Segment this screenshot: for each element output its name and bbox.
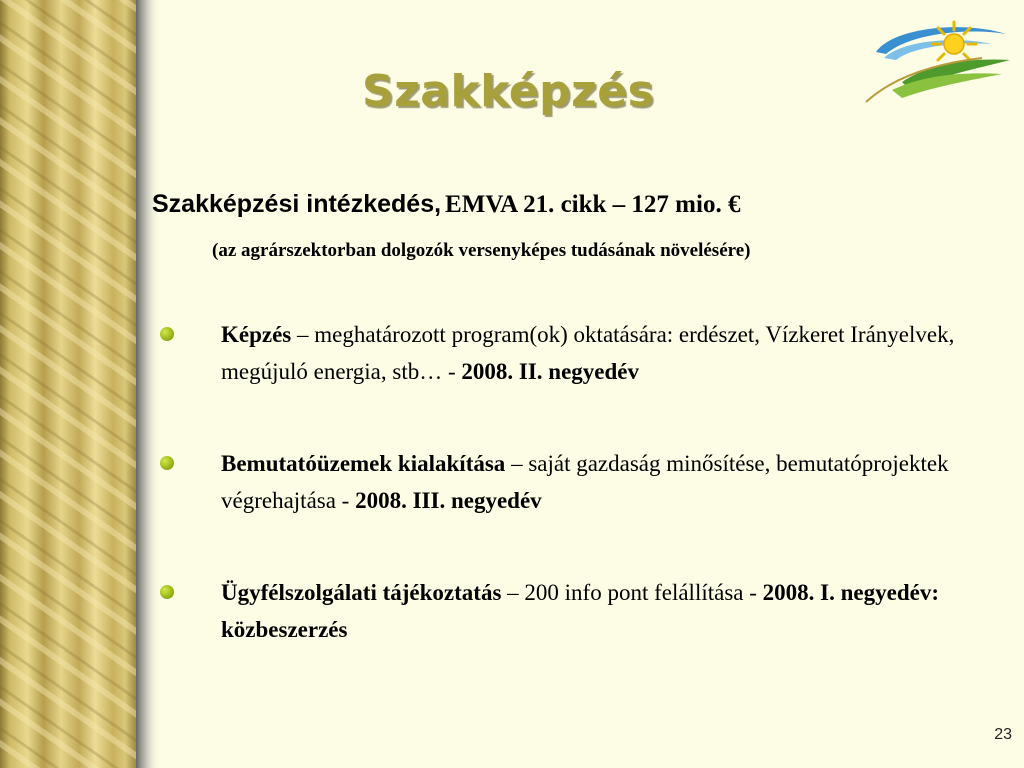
bullet-list xyxy=(160,316,960,648)
subtitle-note: (az agrárszektorban dolgozók versenyképes tudásának növelésére) xyxy=(212,240,751,261)
bullet-item xyxy=(160,445,960,519)
bullet-heading: Bemutatóüzemek kialakítása xyxy=(221,451,506,476)
bullet-item xyxy=(160,574,960,648)
bullet-text: – meghatározott program(ok) oktatására: erdészet, Vízkeret Irányelvek, megújuló energia, stb… - xyxy=(221,322,955,384)
bullet-dot-icon xyxy=(160,327,174,341)
bullet-text: – 200 info pont felállítása - xyxy=(501,580,763,605)
subtitle-budget: EMVA 21. cikk – 127 mio. € xyxy=(445,191,741,218)
bullet-heading: Képzés xyxy=(221,322,292,347)
bullet-date: 2008. I. negyedév: közbeszerzés xyxy=(221,580,939,642)
subtitle-measure: Szakképzési intézkedés, xyxy=(152,190,442,218)
bullet-text: – saját gazdaság minősítése, bemutatóprojektek végrehajtása - xyxy=(221,451,949,513)
bullet-dot-icon xyxy=(160,456,174,470)
decorative-column-graphic xyxy=(0,0,160,768)
sun-logo-icon xyxy=(862,18,1012,104)
bullet-item xyxy=(160,316,960,390)
decorative-column xyxy=(0,0,160,768)
page-number: 23 xyxy=(994,726,1012,743)
bullet-dot-icon xyxy=(160,585,174,599)
bullet-heading: Ügyfélszolgálati tájékoztatás xyxy=(221,580,502,605)
slide-title: Szakképzés xyxy=(362,66,655,117)
bullet-date: 2008. III. negyedév xyxy=(355,488,542,513)
slide-subtitle xyxy=(152,190,740,219)
bullet-date: 2008. II. negyedév xyxy=(461,359,640,384)
